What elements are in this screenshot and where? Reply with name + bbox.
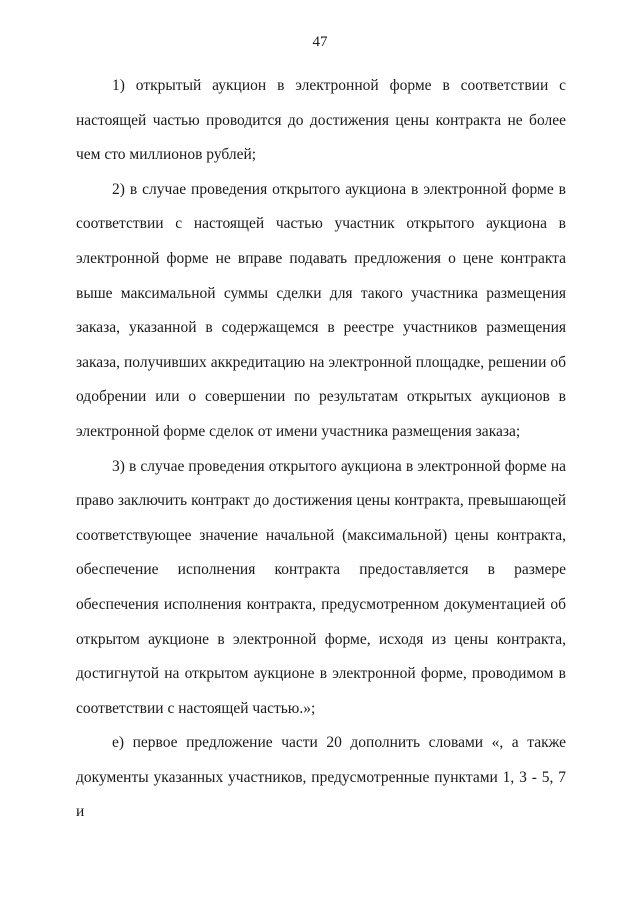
paragraph-item-e: е) первое предложение части 20 дополнить словами «, а также документы указанных участников, предусмотренные пунктами 1, 3 - 5, 7 и	[76, 734, 566, 821]
paragraph-item-1: 1) открытый аукцион в электронной форме в соответствии с настоящей частью проводится до достижения цены контракта не более чем сто миллионов рублей;	[76, 77, 566, 164]
document-body	[76, 69, 566, 830]
paragraph-item-3: 3) в случае проведения открытого аукциона в электронной форме на право заключить контракт до достижения цены контракта, превышающей соответствующее значение начальной (максимальной) цены контракта, обеспечение исполнения контракта предоставляется в размере обеспечения исполнения контракта, предусмотренном документацией об открытом аукционе в электронной форме, исходя из цены контракта, достигнутой на открытом аукционе в электронной форме, проводимом в соответствии с настоящей частью.»;	[76, 457, 566, 717]
page-number: 47	[312, 34, 328, 50]
paragraph-item-2: 2) в случае проведения открытого аукциона в электронной форме в соответствии с настоящей частью участник открытого аукциона в электронной форме не вправе подавать предложения о цене контракта выше максимальной суммы сделки для такого участника размещения заказа, указанной в содержащемся в реестре участников размещения заказа, получивших аккредитацию на электронной площадке, решении об одобрении или о совершении по результатам открытых аукционов в электронной форме сделок от имени участника размещения заказа;	[76, 180, 566, 440]
